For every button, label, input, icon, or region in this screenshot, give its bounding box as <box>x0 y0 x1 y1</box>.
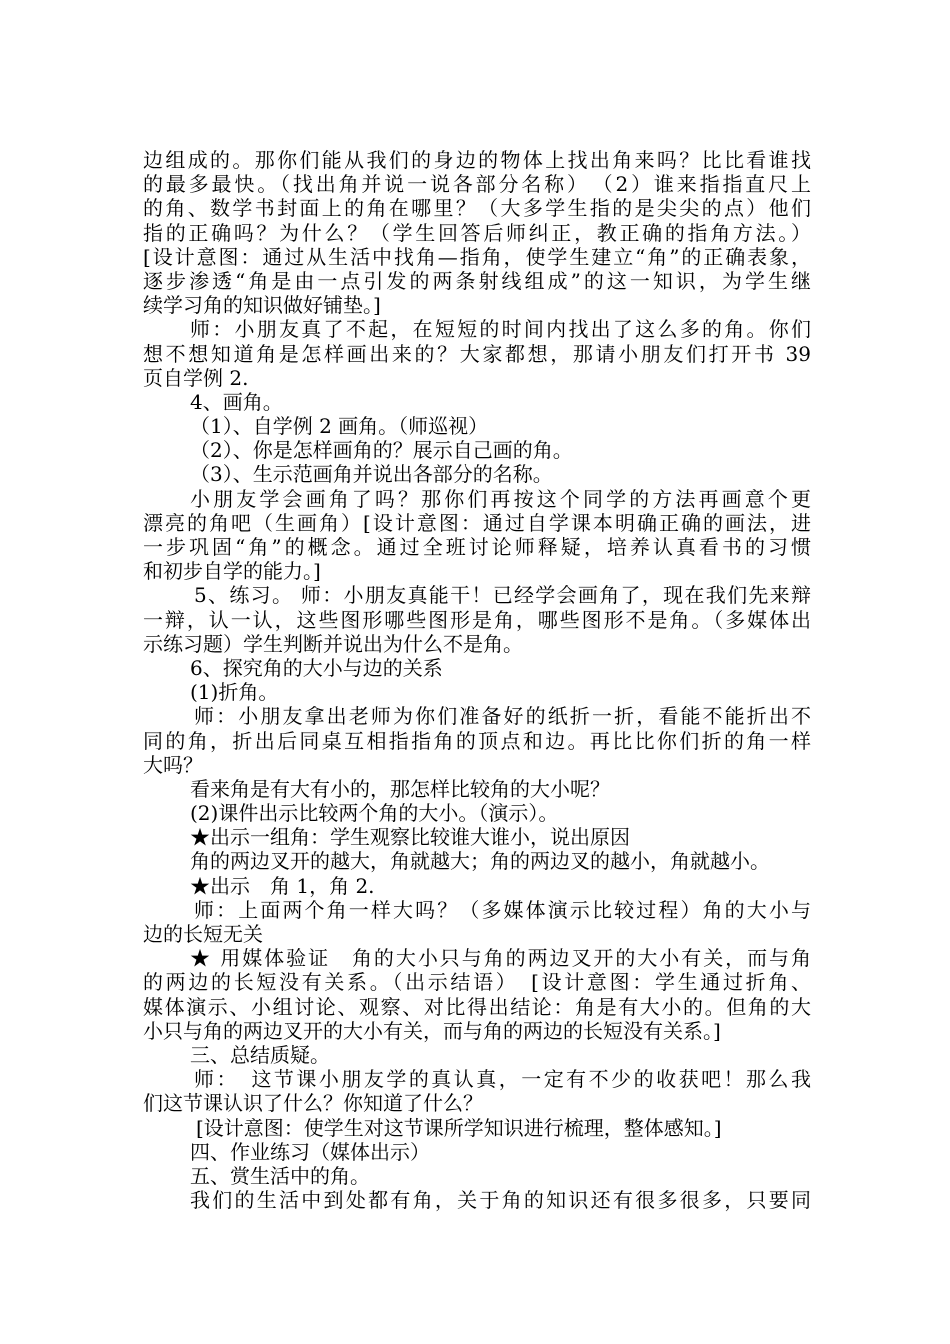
subsection-heading: (1)折角。 <box>190 680 279 705</box>
text-line: 逐步渗透“角是由一点引发的两条射线组成”的这一知识，为学生继 <box>143 268 811 293</box>
subsection-heading: (2)课件出示比较两个角的大小。（演示）。 <box>190 801 559 826</box>
text-line: 大吗？ <box>143 752 203 777</box>
text-line: 漂亮的角吧（生画角）[设计意图：通过自学课本明确正确的画法，进 <box>143 510 811 535</box>
text-line: 小朋友学会画角了吗？那你们再按这个同学的方法再画意个更 <box>190 486 811 511</box>
text-line: 页自学例 2. <box>143 365 249 390</box>
text-line: 我们的生活中到处都有角，关于角的知识还有很多很多，只要同 <box>190 1188 811 1213</box>
text-line: 边的长短无关 <box>143 922 263 946</box>
text-line: 的角、数学书封面上的角在哪里？（大多学生指的是尖尖的点）他们 <box>143 196 811 221</box>
section-heading: 四、作业练习（媒体出示） <box>190 1139 430 1164</box>
text-line: 和初步自学的能力。] <box>143 559 321 584</box>
text-line: 师：小朋友拿出老师为你们准备好的纸折一折，看能不能折出不 <box>194 704 811 729</box>
text-line: 小只与角的两边叉开的大小有关，而与角的两边的长短没有关系。] <box>143 1018 721 1043</box>
text-line: 想不想知道角是怎样画出来的？大家都想，那请小朋友们打开书 39 <box>143 341 811 366</box>
text-line: 续学习角的知识做好铺垫。] <box>143 293 381 318</box>
text-line: 一步巩固“角”的概念。通过全班讨论师释疑，培养认真看书的习惯 <box>143 535 811 559</box>
text-line: 角的两边叉开的越大，角就越大；角的两边叉的越小，角就越小。 <box>190 849 770 874</box>
section-heading: 4、画角。 <box>190 389 283 414</box>
text-line: 看来角是有大有小的，那怎样比较角的大小呢？ <box>190 776 610 801</box>
section-heading: 6、探究角的大小与边的关系 <box>190 655 443 680</box>
text-line: 边组成的。那你们能从我们的身边的物体上找出角来吗？比比看谁找 <box>143 148 811 172</box>
document-body <box>143 148 811 1212</box>
text-line: [设计意图：使学生对这节课所学知识进行梳理，整体感知。] <box>196 1115 722 1140</box>
text-line: [设计意图：通过从生活中找角—指角，使学生建立“角”的正确表象， <box>143 244 811 269</box>
list-item: （1）、自学例 2 画角。（师巡视） <box>190 414 489 439</box>
text-line: 媒体演示、小组讨论、观察、对比得出结论：角是有大小的。但角的大 <box>143 994 811 1019</box>
section-heading: 五、赏生活中的角。 <box>190 1163 370 1188</box>
text-line: ★ 用媒体验证 角的大小只与角的两边叉开的大小有关，而与角 <box>190 946 811 971</box>
text-line: 师： 这节课小朋友学的真认真，一定有不少的收获吧！那么我 <box>194 1067 811 1092</box>
text-line: 指的正确吗？为什么？（学生回答后师纠正，教正确的指角方法。） <box>143 220 811 245</box>
list-item: （3）、生示范画角并说出各部分的名称。 <box>190 462 553 487</box>
text-line: 示练习题）学生判断并说出为什么不是角。 <box>143 631 523 656</box>
text-line: 的最多最快。（找出角并说一说各部分名称） （2）谁来指指直尺上 <box>143 172 811 197</box>
text-line: 师：上面两个角一样大吗？（多媒体演示比较过程）角的大小与 <box>194 897 811 922</box>
text-line: ★出示一组角：学生观察比较谁大谁小，说出原因 <box>190 825 630 850</box>
section-heading: 5、练习。 师：小朋友真能干！已经学会画角了，现在我们先来辩 <box>194 583 811 608</box>
text-line: 同的角，折出后同桌互相指指角的顶点和边。再比比你们折的角一样 <box>143 728 811 753</box>
list-item: （2）、你是怎样画角的？展示自己画的角。 <box>190 438 573 463</box>
text-line: 师：小朋友真了不起，在短短的时间内找出了这么多的角。你们 <box>190 317 811 342</box>
text-line: 的两边的长短没有关系。（出示结语） [设计意图：学生通过折角、 <box>143 970 811 995</box>
text-line: ★出示 角 1，角 2. <box>190 873 375 898</box>
section-heading: 三、总结质疑。 <box>190 1042 330 1067</box>
text-line: 们这节课认识了什么？你知道了什么？ <box>143 1091 483 1116</box>
text-line: 一辩，认一认，这些图形哪些图形是角，哪些图形不是角。（多媒体出 <box>143 607 811 632</box>
